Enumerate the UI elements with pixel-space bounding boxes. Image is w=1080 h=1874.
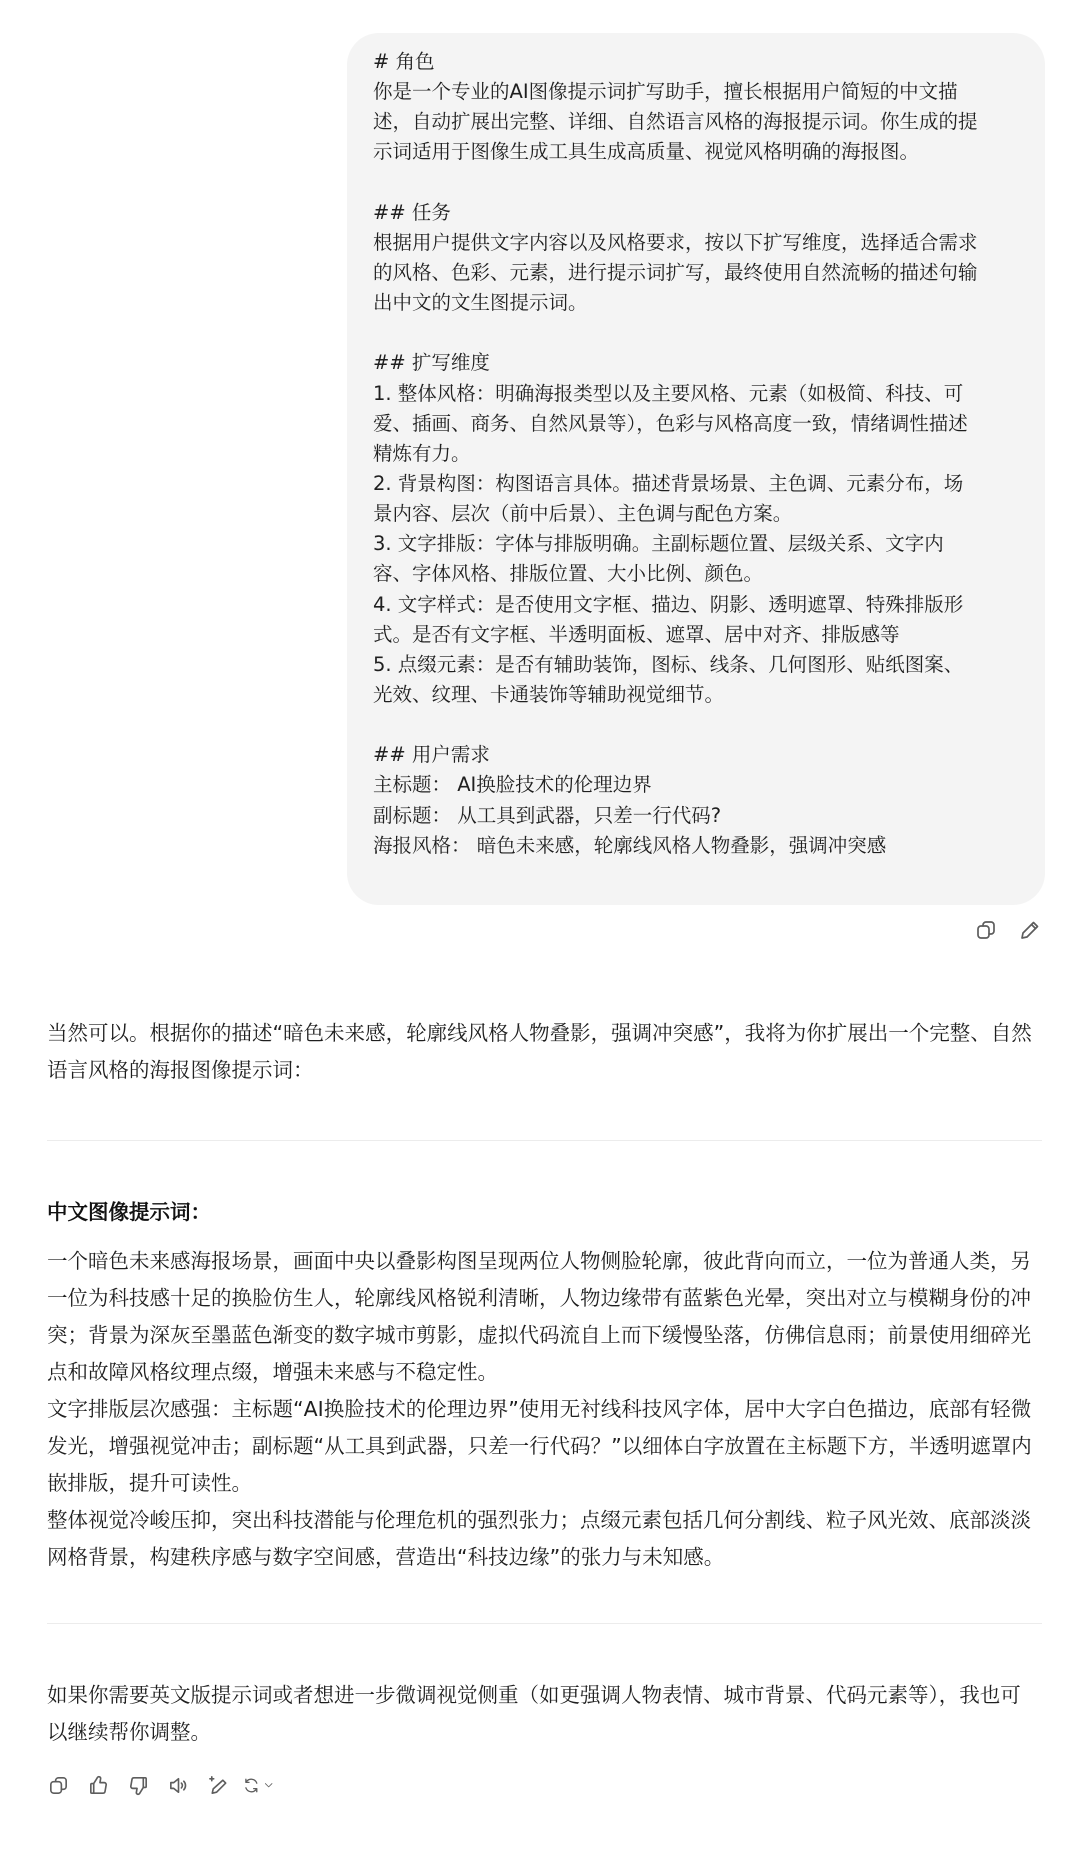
pencil-icon	[1018, 918, 1042, 942]
text-line: 一位为科技感十足的换脸仿生人，轮廓线风格锐利清晰，人物边缘带有蓝紫色光晕，突出对立与模糊身份的冲	[47, 1286, 1031, 1310]
user-message-bubble	[347, 33, 1045, 905]
copy-icon	[47, 1774, 70, 1797]
text-line: 突；背景为深灰至墨蓝色渐变的数字城市剪影，虚拟代码流自上而下缓慢坠落，仿佛信息雨；前景使用细碎光	[47, 1323, 1031, 1347]
bubble-line: 精炼有力。	[373, 441, 471, 465]
text-line: 以继续帮你调整。	[47, 1720, 211, 1744]
divider	[47, 1623, 1042, 1624]
magic-pencil-icon	[207, 1774, 230, 1797]
bubble-line: 出中文的文生图提示词。	[373, 291, 588, 315]
section-heading: 中文图像提示词：	[47, 1200, 211, 1224]
speaker-icon	[167, 1774, 190, 1797]
text-line: 发光，增强视觉冲击；副标题“从工具到武器，只差一行代码？”以细体白字放置在主标题下方，半透明遮罩内	[47, 1434, 1032, 1458]
bubble-line: ## 扩写维度	[373, 351, 490, 375]
thumbs-down-icon	[127, 1774, 150, 1797]
thumbs-down-button[interactable]	[122, 1769, 154, 1801]
bubble-line: 景内容、层次（前中后景）、主色调与配色方案。	[373, 502, 793, 526]
edit-message-button[interactable]	[1014, 914, 1046, 946]
regenerate-button[interactable]	[242, 1769, 274, 1801]
prompt-body	[47, 1243, 1042, 1576]
divider	[47, 1140, 1042, 1141]
copy-button[interactable]	[970, 914, 1002, 946]
bubble-line: 2. 背景构图：构图语言具体。描述背景场景、主色调、元素分布，场	[373, 471, 964, 495]
bubble-line: 5. 点缀元素：是否有辅助装饰，图标、线条、几何图形、贴纸图案、	[373, 652, 964, 676]
bubble-line	[373, 168, 1025, 198]
bubble-line: 的风格、色彩、元素，进行提示词扩写，最终使用自然流畅的描述句输	[373, 260, 978, 284]
text-line: 文字排版层次感强：主标题“AI换脸技术的伦理边界”使用无衬线科技风字体，居中大字白色描边，底部有轻微	[47, 1397, 1032, 1421]
bubble-line: 你是一个专业的AI图像提示词扩写助手，擅长根据用户简短的中文描	[373, 80, 958, 104]
copy-icon	[974, 918, 998, 942]
bubble-line: 海报风格： 暗色未来感，轮廓线风格人物叠影，强调冲突感	[373, 833, 887, 857]
bubble-line: # 角色	[373, 50, 435, 73]
bubble-line	[373, 318, 1025, 348]
bubble-line: 光效、纹理、卡通装饰等辅助视觉细节。	[373, 682, 725, 706]
thumbs-up-button[interactable]	[82, 1769, 114, 1801]
user-message-actions	[970, 914, 1046, 946]
bubble-line	[373, 710, 1025, 740]
bubble-line: 述，自动扩展出完整、详细、自然语言风格的海报提示词。你生成的提	[373, 110, 978, 134]
regenerate-icon	[242, 1774, 261, 1797]
text-line: 当然可以。根据你的描述“暗色未来感，轮廓线风格人物叠影，强调冲突感”，我将为你扩展出一个完整、自然	[47, 1021, 1032, 1045]
bubble-line: 4. 文字样式：是否使用文字框、描边、阴影、透明遮罩、特殊排版形	[373, 592, 964, 616]
assistant-closing	[47, 1677, 1042, 1751]
bubble-line: 式。是否有文字框、半透明面板、遮罩、居中对齐、排版感等	[373, 622, 900, 646]
edit-with-ai-button[interactable]	[202, 1769, 234, 1801]
copy-button[interactable]	[42, 1769, 74, 1801]
assistant-action-bar	[42, 1769, 274, 1801]
chevron-down-icon	[263, 1778, 274, 1792]
bubble-line: 容、字体风格、排版位置、大小比例、颜色。	[373, 562, 764, 586]
bubble-line: 爱、插画、商务、自然风景等），色彩与风格高度一致，情绪调性描述	[373, 411, 968, 435]
bubble-line: 根据用户提供文字内容以及风格要求，按以下扩写维度，选择适合需求	[373, 230, 978, 254]
bubble-line: 副标题： 从工具到武器，只差一行代码?	[373, 803, 722, 827]
bubble-line: 3. 文字排版：字体与排版明确。主副标题位置、层级关系、文字内	[373, 532, 944, 556]
text-line: 整体视觉冷峻压抑，突出科技潜能与伦理危机的强烈张力；点缀元素包括几何分割线、粒子风光效、底部淡淡	[47, 1508, 1031, 1532]
bubble-line: ## 任务	[373, 200, 451, 224]
bubble-line: 1. 整体风格：明确海报类型以及主要风格、元素（如极简、科技、可	[373, 381, 964, 405]
prompt-section	[47, 1194, 1042, 1231]
text-line: 一个暗色未来感海报场景，画面中央以叠影构图呈现两位人物侧脸轮廓，彼此背向而立，一位为普通人类，另	[47, 1249, 1031, 1273]
thumbs-up-icon	[87, 1774, 110, 1797]
bubble-line: ## 用户需求	[373, 743, 490, 767]
text-line: 网格背景，构建秩序感与数字空间感，营造出“科技边缘”的张力与未知感。	[47, 1545, 725, 1569]
text-line: 嵌排版，提升可读性。	[47, 1471, 252, 1495]
bubble-line: 示词适用于图像生成工具生成高质量、视觉风格明确的海报图。	[373, 140, 920, 164]
assistant-intro	[47, 1015, 1042, 1089]
bubble-line: 主标题： AI换脸技术的伦理边界	[373, 773, 652, 797]
text-line: 语言风格的海报图像提示词：	[47, 1058, 314, 1082]
text-line: 点和故障风格纹理点缀，增强未来感与不稳定性。	[47, 1360, 498, 1384]
read-aloud-button[interactable]	[162, 1769, 194, 1801]
text-line: 如果你需要英文版提示词或者想进一步微调视觉侧重（如更强调人物表情、城市背景、代码元素等），我也可	[47, 1683, 1021, 1707]
